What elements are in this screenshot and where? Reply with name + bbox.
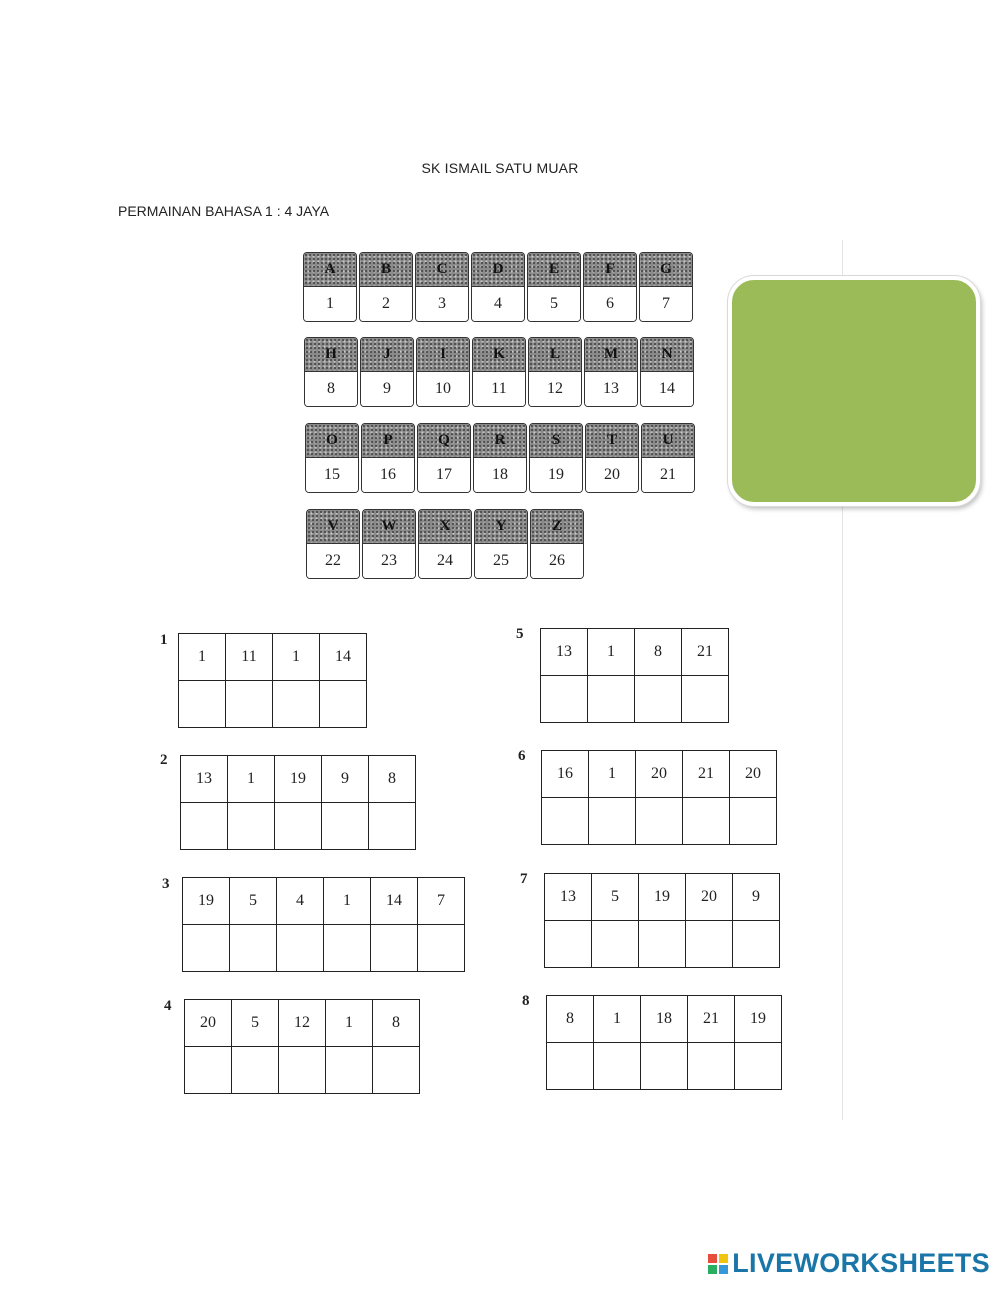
- key-number: 19: [530, 458, 582, 492]
- letter-input[interactable]: [732, 801, 774, 841]
- answer-cell: [181, 803, 228, 850]
- code-cell: 18: [641, 996, 688, 1043]
- puzzle-grid: [182, 877, 465, 972]
- key-cell: [528, 337, 582, 407]
- key-letter: B: [360, 253, 412, 287]
- key-number: 22: [307, 544, 359, 578]
- key-letter: J: [361, 338, 413, 372]
- key-number: 11: [473, 372, 525, 406]
- key-cell: [472, 337, 526, 407]
- key-letter: A: [304, 253, 356, 287]
- key-letter: X: [419, 510, 471, 544]
- letter-input[interactable]: [183, 806, 225, 846]
- answer-cell: [635, 676, 682, 723]
- key-number: 2: [360, 287, 412, 321]
- code-cell: 13: [541, 629, 588, 676]
- letter-input[interactable]: [685, 801, 727, 841]
- key-letter: N: [641, 338, 693, 372]
- key-letter: H: [305, 338, 357, 372]
- letter-input[interactable]: [228, 684, 270, 724]
- answer-cell: [277, 925, 324, 972]
- code-cell: 14: [320, 634, 367, 681]
- code-cell: 9: [322, 756, 369, 803]
- answer-cell: [371, 925, 418, 972]
- key-number: 9: [361, 372, 413, 406]
- key-cell: [361, 423, 415, 493]
- key-letter: D: [472, 253, 524, 287]
- letter-input[interactable]: [328, 1050, 370, 1090]
- letter-input[interactable]: [322, 684, 364, 724]
- answer-cell: [592, 921, 639, 968]
- answer-drop-box[interactable]: [728, 276, 980, 506]
- letter-input[interactable]: [181, 684, 223, 724]
- key-letter: V: [307, 510, 359, 544]
- key-letter: C: [416, 253, 468, 287]
- key-number: 8: [305, 372, 357, 406]
- answer-cell: [588, 676, 635, 723]
- letter-input[interactable]: [187, 1050, 229, 1090]
- key-number: 3: [416, 287, 468, 321]
- letter-input[interactable]: [684, 679, 726, 719]
- letter-input[interactable]: [281, 1050, 323, 1090]
- key-cell: [641, 423, 695, 493]
- key-letter: U: [642, 424, 694, 458]
- letter-input[interactable]: [737, 1046, 779, 1086]
- key-number: 24: [419, 544, 471, 578]
- key-cell: [527, 252, 581, 322]
- school-title: SK ISMAIL SATU MUAR: [421, 160, 579, 176]
- answer-cell: [232, 1047, 279, 1094]
- answer-cell: [589, 798, 636, 845]
- worksheet-subtitle: PERMAINAN BAHASA 1 : 4 JAYA: [118, 203, 330, 219]
- answer-cell: [320, 681, 367, 728]
- letter-input[interactable]: [275, 684, 317, 724]
- letter-input[interactable]: [641, 924, 683, 964]
- letter-input[interactable]: [324, 806, 366, 846]
- code-cell: 5: [230, 878, 277, 925]
- key-row: [303, 252, 695, 322]
- answer-cell: [735, 1043, 782, 1090]
- key-letter: I: [417, 338, 469, 372]
- key-cell: [416, 337, 470, 407]
- logo-square: [708, 1265, 717, 1274]
- letter-input[interactable]: [373, 928, 415, 968]
- key-cell: [473, 423, 527, 493]
- key-row: [306, 509, 586, 579]
- code-cell: 12: [279, 1000, 326, 1047]
- key-letter: F: [584, 253, 636, 287]
- key-letter: Y: [475, 510, 527, 544]
- key-cell: [529, 423, 583, 493]
- code-cell: 19: [275, 756, 322, 803]
- letter-input[interactable]: [230, 806, 272, 846]
- puzzle-number: 5: [516, 626, 524, 642]
- key-letter: G: [640, 253, 692, 287]
- code-cell: 21: [688, 996, 735, 1043]
- key-cell: [418, 509, 472, 579]
- answer-cell: [324, 925, 371, 972]
- code-cell: 5: [592, 874, 639, 921]
- puzzle-number: 2: [160, 752, 168, 768]
- key-cell: [640, 337, 694, 407]
- brand-text: LIVEWORKSHEETS: [732, 1248, 990, 1278]
- key-cell: [305, 423, 359, 493]
- answer-cell: [230, 925, 277, 972]
- code-cell: 13: [545, 874, 592, 921]
- code-cell: 20: [686, 874, 733, 921]
- answer-cell: [326, 1047, 373, 1094]
- key-number: 16: [362, 458, 414, 492]
- key-cell: [639, 252, 693, 322]
- answer-cell: [545, 921, 592, 968]
- code-cell: 19: [183, 878, 230, 925]
- answer-cell: [547, 1043, 594, 1090]
- key-cell: [583, 252, 637, 322]
- answer-cell: [686, 921, 733, 968]
- puzzle-grid: [184, 999, 420, 1094]
- code-cell: 8: [635, 629, 682, 676]
- code-cell: 20: [636, 751, 683, 798]
- key-letter: L: [529, 338, 581, 372]
- answer-cell: [185, 1047, 232, 1094]
- answer-cell: [418, 925, 465, 972]
- key-cell: [415, 252, 469, 322]
- answer-cell: [226, 681, 273, 728]
- puzzle-grid: [540, 628, 729, 723]
- letter-input[interactable]: [234, 1050, 276, 1090]
- key-letter: M: [585, 338, 637, 372]
- answer-cell: [682, 676, 729, 723]
- code-cell: 19: [639, 874, 686, 921]
- letter-input[interactable]: [637, 679, 679, 719]
- key-number: 4: [472, 287, 524, 321]
- key-number: 20: [586, 458, 638, 492]
- answer-cell: [228, 803, 275, 850]
- answer-cell: [279, 1047, 326, 1094]
- code-cell: 1: [588, 629, 635, 676]
- key-row: [305, 423, 697, 493]
- code-cell: 19: [735, 996, 782, 1043]
- key-letter: Q: [418, 424, 470, 458]
- code-cell: 11: [226, 634, 273, 681]
- answer-cell: [733, 921, 780, 968]
- answer-cell: [322, 803, 369, 850]
- letter-input[interactable]: [279, 928, 321, 968]
- answer-cell: [688, 1043, 735, 1090]
- code-cell: 8: [369, 756, 416, 803]
- letter-input[interactable]: [549, 1046, 591, 1086]
- key-number: 15: [306, 458, 358, 492]
- key-cell: [362, 509, 416, 579]
- key-number: 26: [531, 544, 583, 578]
- letter-input[interactable]: [543, 679, 585, 719]
- code-cell: 9: [733, 874, 780, 921]
- code-cell: 20: [185, 1000, 232, 1047]
- key-number: 7: [640, 287, 692, 321]
- code-cell: 1: [594, 996, 641, 1043]
- puzzle-grid: [180, 755, 416, 850]
- code-cell: 4: [277, 878, 324, 925]
- key-number: 10: [417, 372, 469, 406]
- letter-input[interactable]: [590, 679, 632, 719]
- code-cell: 21: [683, 751, 730, 798]
- key-number: 14: [641, 372, 693, 406]
- key-letter: Z: [531, 510, 583, 544]
- answer-cell: [641, 1043, 688, 1090]
- code-cell: 20: [730, 751, 777, 798]
- brand-watermark: [708, 1248, 990, 1279]
- key-cell: [417, 423, 471, 493]
- puzzle-number: 3: [162, 876, 170, 892]
- key-number: 23: [363, 544, 415, 578]
- answer-cell: [730, 798, 777, 845]
- key-cell: [360, 337, 414, 407]
- code-cell: 1: [179, 634, 226, 681]
- puzzle-grid: [546, 995, 782, 1090]
- key-cell: [304, 337, 358, 407]
- letter-input[interactable]: [596, 1046, 638, 1086]
- letter-input[interactable]: [594, 924, 636, 964]
- letter-input[interactable]: [420, 928, 462, 968]
- code-cell: 7: [418, 878, 465, 925]
- puzzle-grid: [541, 750, 777, 845]
- key-number: 12: [529, 372, 581, 406]
- code-cell: 1: [589, 751, 636, 798]
- letter-input[interactable]: [547, 924, 589, 964]
- key-number: 18: [474, 458, 526, 492]
- answer-cell: [373, 1047, 420, 1094]
- key-letter: E: [528, 253, 580, 287]
- key-number: 13: [585, 372, 637, 406]
- logo-square: [719, 1254, 728, 1263]
- key-letter: T: [586, 424, 638, 458]
- key-row: [304, 337, 696, 407]
- answer-cell: [683, 798, 730, 845]
- key-cell: [303, 252, 357, 322]
- code-cell: 1: [326, 1000, 373, 1047]
- code-cell: 8: [373, 1000, 420, 1047]
- key-cell: [471, 252, 525, 322]
- puzzle-number: 6: [518, 748, 526, 764]
- puzzle-number: 7: [520, 871, 528, 887]
- letter-input[interactable]: [735, 924, 777, 964]
- code-cell: 8: [547, 996, 594, 1043]
- key-cell: [585, 423, 639, 493]
- answer-cell: [183, 925, 230, 972]
- code-cell: 16: [542, 751, 589, 798]
- puzzle-number: 8: [522, 993, 530, 1009]
- code-cell: 1: [228, 756, 275, 803]
- key-number: 21: [642, 458, 694, 492]
- key-cell: [306, 509, 360, 579]
- key-cell: [474, 509, 528, 579]
- answer-cell: [594, 1043, 641, 1090]
- puzzle-number: 1: [160, 632, 168, 648]
- letter-input[interactable]: [643, 1046, 685, 1086]
- letter-input[interactable]: [371, 806, 413, 846]
- code-cell: 1: [273, 634, 320, 681]
- letter-input[interactable]: [690, 1046, 732, 1086]
- key-letter: P: [362, 424, 414, 458]
- letter-input[interactable]: [185, 928, 227, 968]
- code-cell: 1: [324, 878, 371, 925]
- code-cell: 21: [682, 629, 729, 676]
- key-number: 5: [528, 287, 580, 321]
- letter-input[interactable]: [591, 801, 633, 841]
- answer-cell: [542, 798, 589, 845]
- puzzle-number: 4: [164, 998, 172, 1014]
- answer-cell: [273, 681, 320, 728]
- key-number: 6: [584, 287, 636, 321]
- key-letter: K: [473, 338, 525, 372]
- answer-cell: [369, 803, 416, 850]
- brand-logo-icon: [708, 1254, 728, 1274]
- letter-input[interactable]: [232, 928, 274, 968]
- code-cell: 5: [232, 1000, 279, 1047]
- key-number: 17: [418, 458, 470, 492]
- letter-input[interactable]: [277, 806, 319, 846]
- logo-square: [719, 1265, 728, 1274]
- letter-input[interactable]: [375, 1050, 417, 1090]
- code-cell: 13: [181, 756, 228, 803]
- code-cell: 14: [371, 878, 418, 925]
- puzzle-grid: [544, 873, 780, 968]
- letter-input[interactable]: [638, 801, 680, 841]
- letter-input[interactable]: [544, 801, 586, 841]
- key-letter: O: [306, 424, 358, 458]
- key-cell: [359, 252, 413, 322]
- key-cell: [584, 337, 638, 407]
- answer-cell: [275, 803, 322, 850]
- answer-cell: [636, 798, 683, 845]
- key-number: 1: [304, 287, 356, 321]
- letter-input[interactable]: [326, 928, 368, 968]
- key-letter: W: [363, 510, 415, 544]
- key-number: 25: [475, 544, 527, 578]
- logo-square: [708, 1254, 717, 1263]
- key-cell: [530, 509, 584, 579]
- key-letter: R: [474, 424, 526, 458]
- key-letter: S: [530, 424, 582, 458]
- answer-cell: [639, 921, 686, 968]
- answer-cell: [541, 676, 588, 723]
- letter-input[interactable]: [688, 924, 730, 964]
- puzzle-grid: [178, 633, 367, 728]
- answer-cell: [179, 681, 226, 728]
